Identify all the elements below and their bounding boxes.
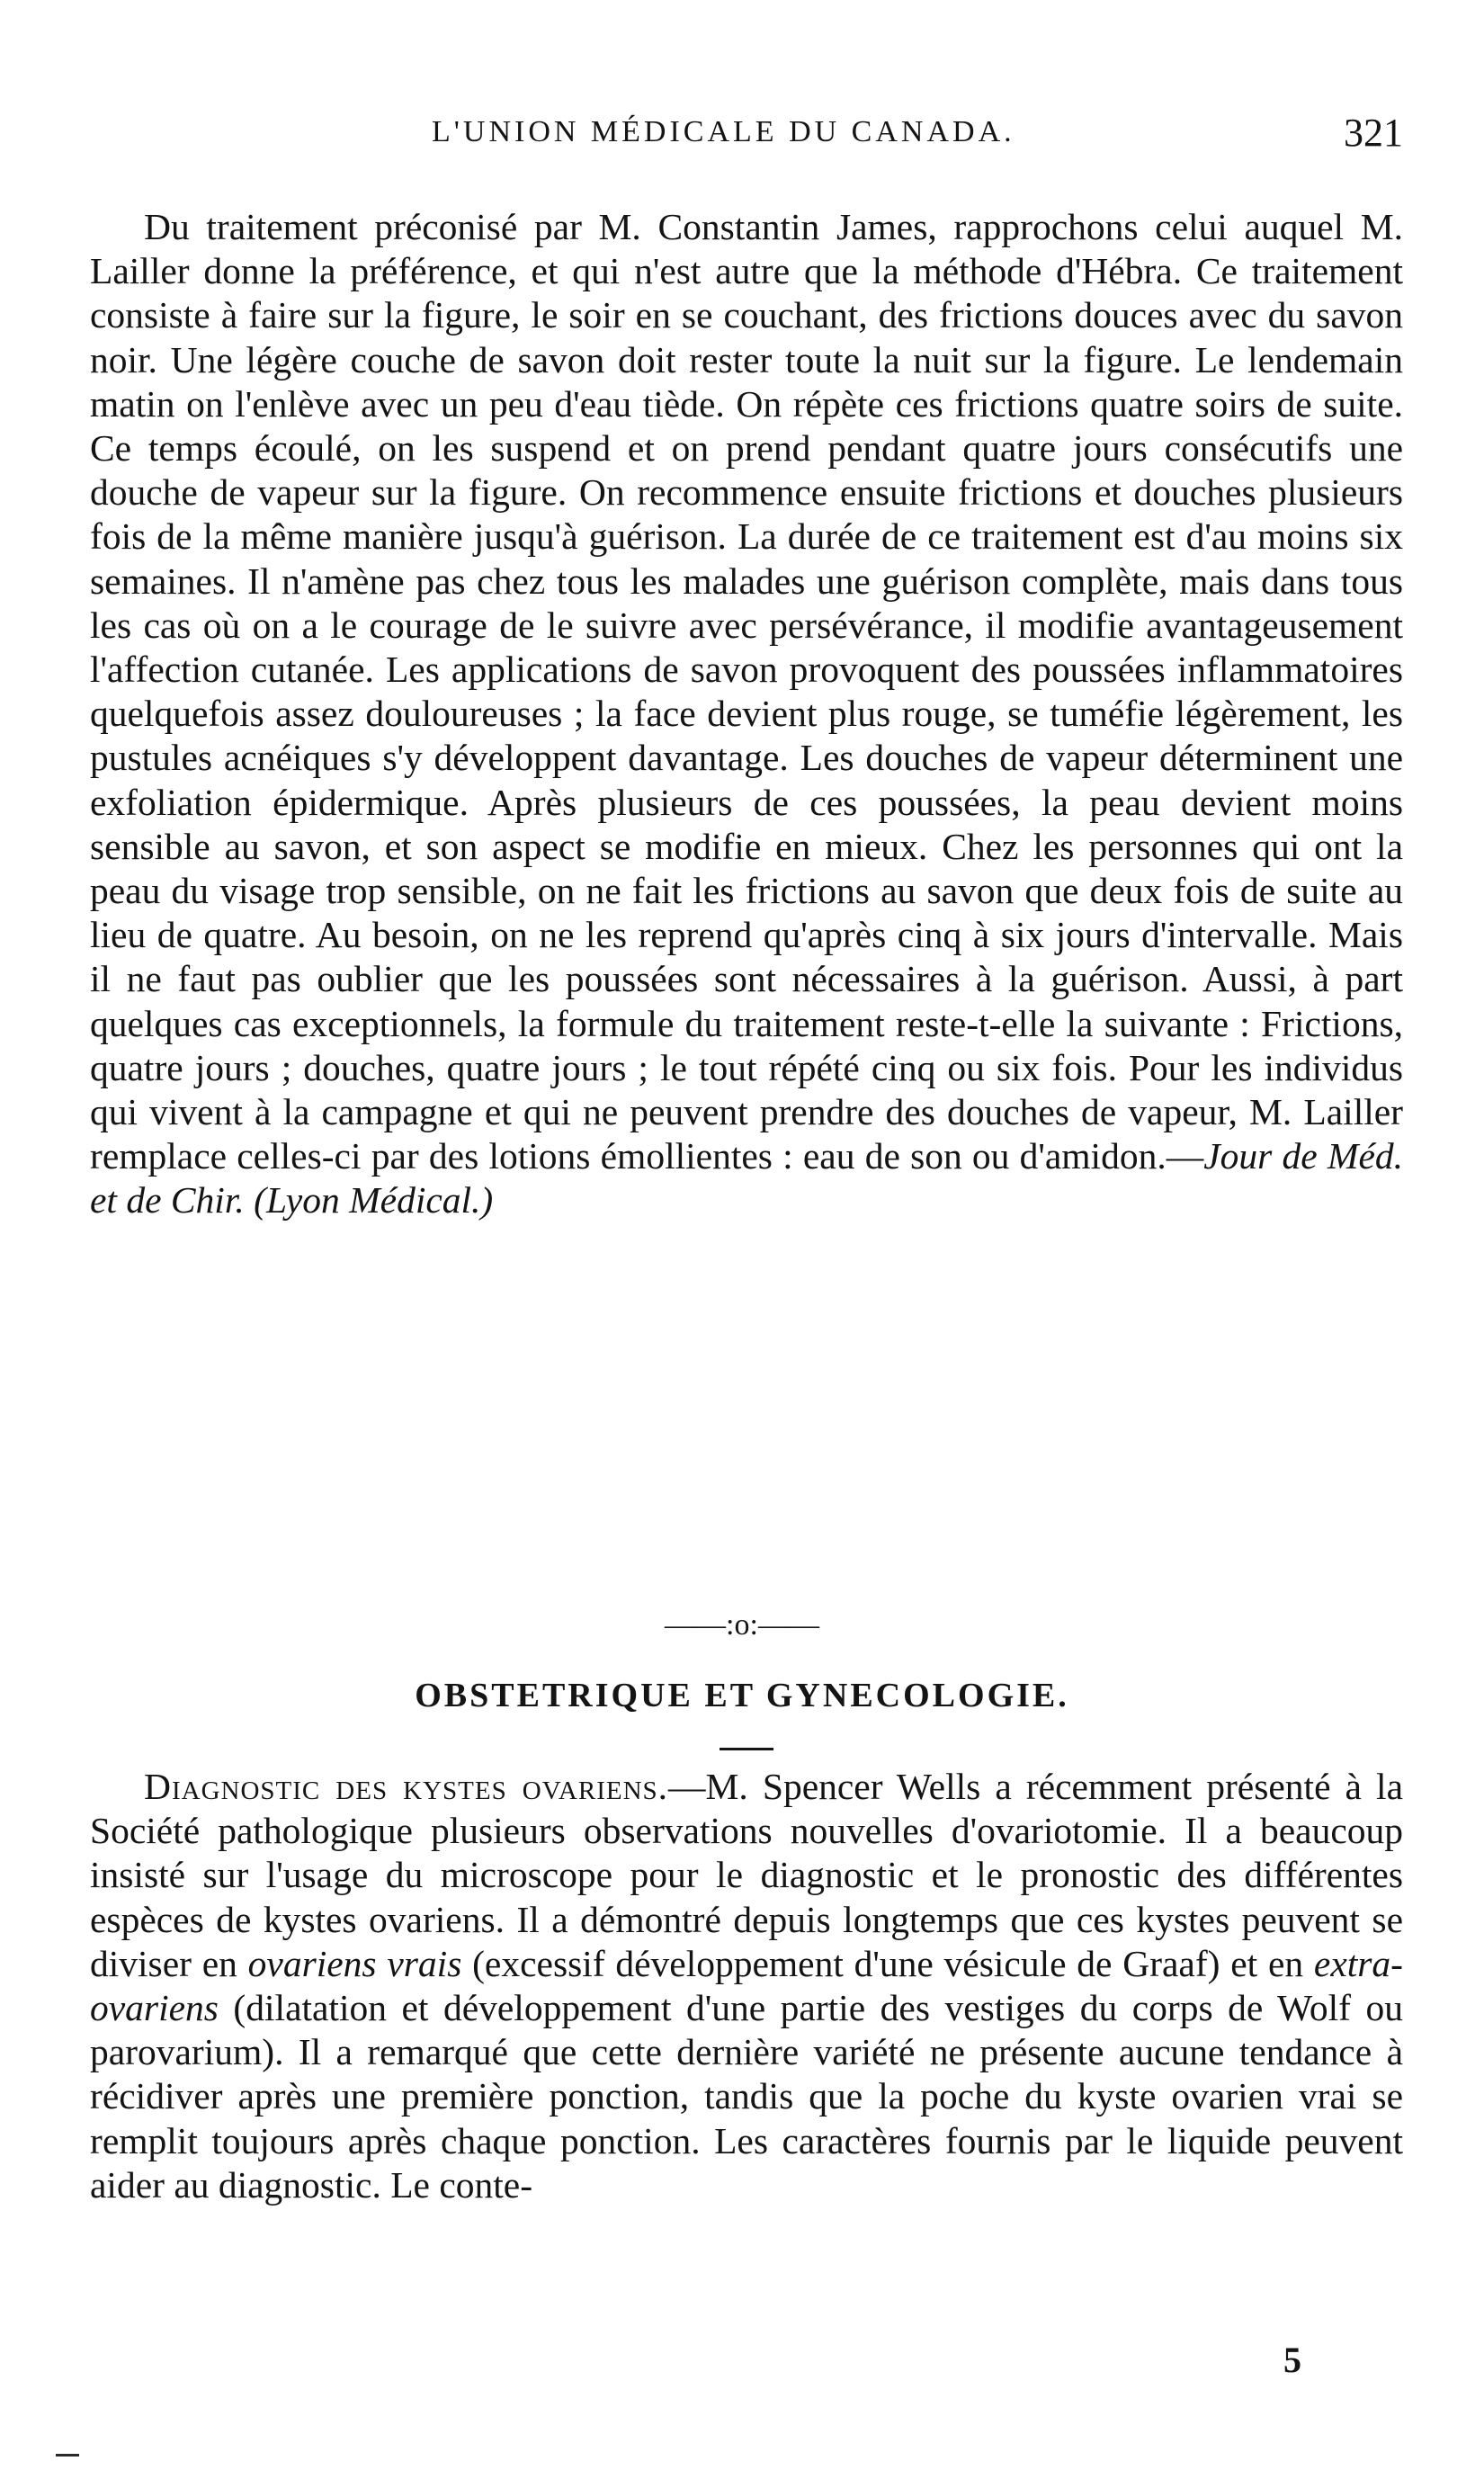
heading-rule (720, 1748, 773, 1750)
article-heading: Diagnostic des kystes ovariens. (144, 1766, 669, 1807)
article-body-text-part2: (excessif développement d'une vésicule de Graaf) et en (461, 1942, 1314, 1984)
margin-tick (56, 2454, 79, 2457)
article-body-text: Du traitement préconisé par M. Constantin James, rapprochons celui auquel M. Lailler donne la préférence, et qui n'est autre que la méthode d'Hébra. Ce traitement consiste à faire sur la figure, le soir en se couchant, des frictions douces avec du savon noir. Une légère couche de savon doit rester toute la nuit sur la figure. Le lendemain matin on l'enlève avec un peu d'eau tiède. On répète ces frictions quatre soirs de suite. Ce temps écoulé, on les suspend et on prend pendant quatre jours consécutifs une douche de vapeur sur la figure. On recommence ensuite frictions et douches plusieurs fois de la même manière jusqu'à guérison. La durée de ce traitement est d'au moins six semaines. Il n'amène pas chez tous les malades une guérison complète, mais dans tous les cas où on a le courage de le suivre avec persévérance, il modifie avantageusement l'affection cutanée. Les applications de savon provoquent des poussées inflammatoires quelquefois assez douloureuses ; la face devient plus rouge, se tuméfie légèrement, les pustules acnéiques s'y développent davantage. Les douches de vapeur déterminent une exfoliation épidermique. Après plusieurs de ces poussées, la peau devient moins sensible au savon, et son aspect se modifie en mieux. Chez les personnes qui ont la peau du visage trop sensible, on ne fait les frictions au savon que deux fois de suite au lieu de quatre. Au besoin, on ne les reprend qu'après cinq à six jours d'intervalle. Mais il ne faut pas oublier que les poussées sont nécessaires à la guérison. Aussi, à part quelques cas exceptionnels, la formule du traitement reste-t-elle la suivante : Frictions, quatre jours ; douches, quatre jours ; le tout répété cinq ou six fois. Pour les individus qui vivent à la campagne et qui ne peuvent prendre des douches de vapeur, M. Lailler remplace celles-ci par des lotions émollientes : eau de son ou d'amidon.— (90, 206, 1403, 1177)
signature-mark: 5 (1283, 2340, 1301, 2380)
running-title: L'UNION MÉDICALE DU CANADA. (432, 115, 1015, 148)
section-divider: ——:o:—— (665, 1608, 819, 1642)
term-ovariens-vrais: ovariens vrais (247, 1942, 462, 1984)
section-heading: OBSTETRIQUE ET GYNECOLOGIE. (415, 1677, 1069, 1714)
article-body-text-part3: (dilatation et développement d'une partie des vestiges du corps de Wolf ou parovarium). Il a remarqué que cette dernière variété ne présente aucune tendance à récidiver après une première ponction, tandis que la poche du kyste ovarien vrai se remplit toujours après chaque ponction. Les caractères fournis par le liquide peuvent aider au diagnostic. Le conte- (90, 1987, 1403, 2206)
article-ovarian-cysts (90, 1765, 1403, 2207)
page-number: 321 (1344, 111, 1403, 155)
article-lailler-treatment (90, 205, 1403, 1223)
term-extra-ovariens: extra-ovariens (90, 1942, 1403, 2029)
running-header (90, 111, 1421, 169)
article-body-text-part1: —M. Spencer Wells a récemment présenté à la Société pathologique plusieurs observations nouvelles d'ovariotomie. Il a beaucoup insisté sur l'usage du microscope pour le diagnostic et le pronostic des différentes espèces de kystes ovariens. Il a démontré depuis longtemps que ces kystes peuvent se diviser en (90, 1766, 1403, 1984)
source-citation: Jour de Méd. et de Chir. (Lyon Médical.) (90, 1135, 1403, 1222)
